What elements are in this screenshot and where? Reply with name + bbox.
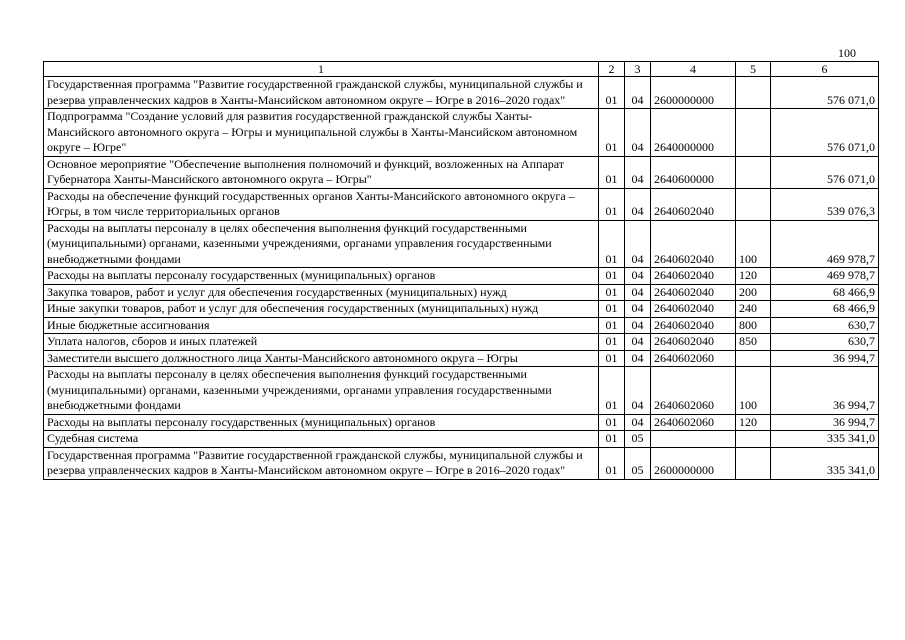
table-header-row <box>44 62 879 77</box>
row-name-cell: Расходы на выплаты персоналу в целях обеспечения выполнения функций государственными (муниципальными) органами, казенными учреждениями, органами управления государственными внебюджетными фондами <box>44 220 599 268</box>
subsection-code-cell: 04 <box>625 367 651 415</box>
subsection-code-cell: 05 <box>625 431 651 448</box>
table-body <box>44 77 879 480</box>
expense-type-cell <box>736 109 771 157</box>
section-code-cell: 01 <box>599 350 625 367</box>
subsection-code-cell: 04 <box>625 268 651 285</box>
row-name-cell: Заместители высшего должностного лица Ханты-Мансийского автономного округа – Югры <box>44 350 599 367</box>
section-code-cell: 01 <box>599 431 625 448</box>
target-article-cell: 2640602040 <box>651 284 736 301</box>
table-row <box>44 367 879 415</box>
table-row <box>44 220 879 268</box>
amount-cell: 576 071,0 <box>771 156 879 188</box>
expense-type-cell: 850 <box>736 334 771 351</box>
table-row <box>44 301 879 318</box>
table-row <box>44 350 879 367</box>
amount-cell: 36 994,7 <box>771 414 879 431</box>
expense-type-cell: 120 <box>736 268 771 285</box>
target-article-cell: 2640600000 <box>651 156 736 188</box>
section-code-cell: 01 <box>599 268 625 285</box>
amount-cell: 576 071,0 <box>771 109 879 157</box>
section-code-cell: 01 <box>599 414 625 431</box>
page-number: 100 <box>838 46 856 60</box>
row-name-cell: Закупка товаров, работ и услуг для обеспечения государственных (муниципальных) нужд <box>44 284 599 301</box>
subsection-code-cell: 04 <box>625 77 651 109</box>
target-article-cell: 2640602060 <box>651 367 736 415</box>
row-name-cell: Расходы на выплаты персоналу государственных (муниципальных) органов <box>44 414 599 431</box>
amount-cell: 469 978,7 <box>771 220 879 268</box>
row-name-cell: Основное мероприятие "Обеспечение выполнения полномочий и функций, возложенных на Аппарат Губернатора Ханты-Мансийского автономного округа – Югры" <box>44 156 599 188</box>
expense-type-cell: 240 <box>736 301 771 318</box>
budget-table <box>43 61 879 480</box>
subsection-code-cell: 04 <box>625 220 651 268</box>
target-article-cell: 2600000000 <box>651 77 736 109</box>
section-code-cell: 01 <box>599 284 625 301</box>
column-header-section: 2 <box>599 62 625 77</box>
table-row <box>44 334 879 351</box>
amount-cell: 630,7 <box>771 317 879 334</box>
row-name-cell: Судебная система <box>44 431 599 448</box>
amount-cell: 68 466,9 <box>771 301 879 318</box>
table-row <box>44 77 879 109</box>
target-article-cell <box>651 431 736 448</box>
table-row <box>44 109 879 157</box>
table-row <box>44 431 879 448</box>
section-code-cell: 01 <box>599 301 625 318</box>
table-row <box>44 317 879 334</box>
table-row <box>44 414 879 431</box>
expense-type-cell <box>736 431 771 448</box>
table-row <box>44 447 879 479</box>
target-article-cell: 2640602040 <box>651 317 736 334</box>
subsection-code-cell: 04 <box>625 317 651 334</box>
section-code-cell: 01 <box>599 77 625 109</box>
column-header-amount: 6 <box>771 62 879 77</box>
section-code-cell: 01 <box>599 188 625 220</box>
row-name-cell: Иные закупки товаров, работ и услуг для обеспечения государственных (муниципальных) нужд <box>44 301 599 318</box>
expense-type-cell <box>736 188 771 220</box>
subsection-code-cell: 04 <box>625 301 651 318</box>
expense-type-cell <box>736 350 771 367</box>
amount-cell: 68 466,9 <box>771 284 879 301</box>
expense-type-cell: 100 <box>736 367 771 415</box>
table-row <box>44 284 879 301</box>
target-article-cell: 2640602060 <box>651 350 736 367</box>
subsection-code-cell: 04 <box>625 156 651 188</box>
section-code-cell: 01 <box>599 317 625 334</box>
column-header-target-article: 4 <box>651 62 736 77</box>
table-row <box>44 156 879 188</box>
column-header-subsection: 3 <box>625 62 651 77</box>
target-article-cell: 2640602040 <box>651 268 736 285</box>
amount-cell: 576 071,0 <box>771 77 879 109</box>
subsection-code-cell: 04 <box>625 350 651 367</box>
section-code-cell: 01 <box>599 334 625 351</box>
row-name-cell: Государственная программа "Развитие государственной гражданской службы, муниципальной службы и резерва управленческих кадров в Ханты-Мансийском автономном округе – Югре в 2016–2020 годах" <box>44 447 599 479</box>
subsection-code-cell: 04 <box>625 414 651 431</box>
column-header-name: 1 <box>44 62 599 77</box>
subsection-code-cell: 04 <box>625 109 651 157</box>
expense-type-cell <box>736 447 771 479</box>
section-code-cell: 01 <box>599 156 625 188</box>
amount-cell: 539 076,3 <box>771 188 879 220</box>
expense-type-cell: 100 <box>736 220 771 268</box>
target-article-cell: 2640602040 <box>651 334 736 351</box>
row-name-cell: Иные бюджетные ассигнования <box>44 317 599 334</box>
row-name-cell: Расходы на выплаты персоналу государственных (муниципальных) органов <box>44 268 599 285</box>
amount-cell: 630,7 <box>771 334 879 351</box>
expense-type-cell <box>736 77 771 109</box>
amount-cell: 36 994,7 <box>771 350 879 367</box>
amount-cell: 335 341,0 <box>771 431 879 448</box>
section-code-cell: 01 <box>599 367 625 415</box>
expense-type-cell: 120 <box>736 414 771 431</box>
section-code-cell: 01 <box>599 220 625 268</box>
column-header-expense-type: 5 <box>736 62 771 77</box>
table-row <box>44 268 879 285</box>
expense-type-cell <box>736 156 771 188</box>
target-article-cell: 2640602060 <box>651 414 736 431</box>
section-code-cell: 01 <box>599 109 625 157</box>
row-name-cell: Подпрограмма "Создание условий для развития государственной гражданской службы Ханты-Мансийского автономного округа – Югры и муниципальной службы в Ханты-Мансийском автономном округе – Югре" <box>44 109 599 157</box>
subsection-code-cell: 04 <box>625 334 651 351</box>
amount-cell: 469 978,7 <box>771 268 879 285</box>
target-article-cell: 2640602040 <box>651 220 736 268</box>
section-code-cell: 01 <box>599 447 625 479</box>
amount-cell: 36 994,7 <box>771 367 879 415</box>
row-name-cell: Расходы на обеспечение функций государственных органов Ханты-Мансийского автономного округа – Югры, в том числе территориальных органов <box>44 188 599 220</box>
expense-type-cell: 800 <box>736 317 771 334</box>
row-name-cell: Государственная программа "Развитие государственной гражданской службы, муниципальной службы и резерва управленческих кадров в Ханты-Мансийском автономном округе – Югре в 2016–2020 годах" <box>44 77 599 109</box>
subsection-code-cell: 05 <box>625 447 651 479</box>
target-article-cell: 2600000000 <box>651 447 736 479</box>
subsection-code-cell: 04 <box>625 188 651 220</box>
row-name-cell: Уплата налогов, сборов и иных платежей <box>44 334 599 351</box>
amount-cell: 335 341,0 <box>771 447 879 479</box>
expense-type-cell: 200 <box>736 284 771 301</box>
target-article-cell: 2640000000 <box>651 109 736 157</box>
subsection-code-cell: 04 <box>625 284 651 301</box>
target-article-cell: 2640602040 <box>651 188 736 220</box>
target-article-cell: 2640602040 <box>651 301 736 318</box>
table-row <box>44 188 879 220</box>
row-name-cell: Расходы на выплаты персоналу в целях обеспечения выполнения функций государственными (муниципальными) органами, казенными учреждениями, органами управления государственными внебюджетными фондами <box>44 367 599 415</box>
